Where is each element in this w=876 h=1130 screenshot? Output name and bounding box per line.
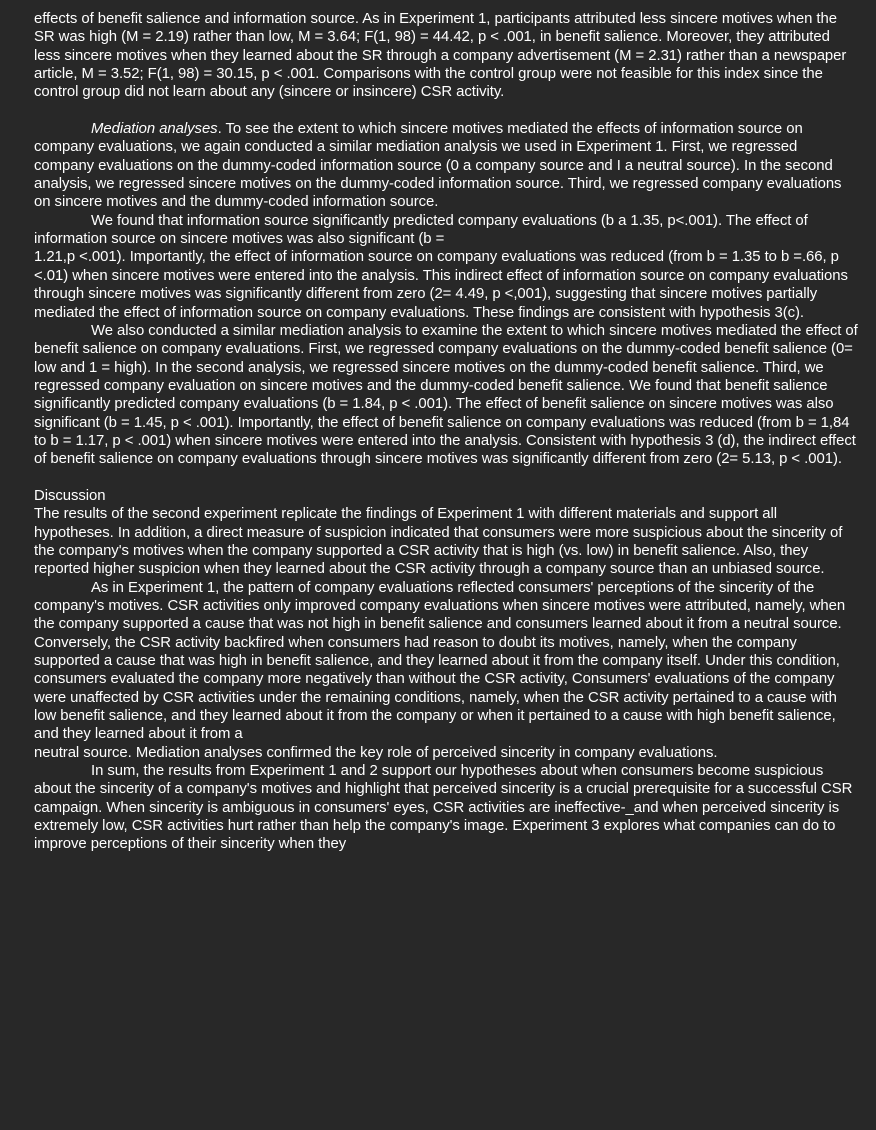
paragraph-information-source-mediation: We found that information source significantly predicted company evaluations (b a 1.35, p<.001). The effect of information source on sincere motives was also significant (b = (34, 212, 808, 248)
paragraph-company-evaluations: As in Experiment 1, the pattern of company evaluations reflected consumers' perceptions of the sincerity of the company's motives. CSR activities only improved company evaluations when sincere motives were attributed, namely, when the company supported a cause that was not high in benefit salience and consumers learned about it from a neutral source. Conversely, the CSR activity backfired when consumers had reason to doubt its motives, namely, when the company supported a cause that was high in benefit salience, and they learned about it from the company itself. Under this condition, consumers evaluated the company more negatively than without the CSR activity, Consumers' evaluations of the company were unaffected by CSR activities under the remaining conditions, namely, when the CSR activity pertained to a cause with low benefit salience, and they learned about it from the company or when it pertained to a cause with high benefit salience, and they learned about it from a (34, 579, 846, 743)
paragraph-sincere-motives-results: effects of benefit salience and information source. As in Experiment 1, participants attributed less sincere motives when the SR was high (M = 2.19) rather than low, M = 3.64; F(1, 98) = 44.42, p < .001, in benefit salience. Moreover, they attributed less sincere motives when they learned about the SR through a company advertisement (M = 2.31) rather than a newspaper article, M = 3.52; F(1, 98) = 30.15, p < .001. Comparisons with the control group were not feasible for this index since the control group did not learn about any (sincere or insincere) CSR activity. (34, 11, 847, 101)
paragraph-discussion-summary: The results of the second experiment replicate the findings of Experiment 1 with different materials and support all hypotheses. In addition, a direct measure of suspicion indicated that consumers were more suspicious about the sincerity of the company's motives when the company supported a CSR activity that is high (vs. low) in benefit salience. Also, they reported higher suspicion when they learned about the CSR activity through a company source than an unbiased source. (34, 506, 843, 578)
paragraph-in-sum: In sum, the results from Experiment 1 and 2 support our hypotheses about when consumers become suspicious about the sincerity of a company's motives and highlight that perceived sincerity is a crucial prerequisite for a successful CSR campaign. When sincerity is ambiguous in consumers' eyes, CSR activities are ineffective-_and when perceived sincerity is extremely low, CSR activities hurt rather than help the company's image. Experiment 3 explores what companies can do to improve perceptions of their sincerity when they (34, 763, 853, 853)
mediation-analyses-lead: Mediation analyses (91, 121, 218, 138)
section-heading-discussion: Discussion (34, 487, 106, 504)
paragraph-mediation-analyses (34, 120, 858, 212)
paragraph-company-evaluations-cont: neutral source. Mediation analyses confirmed the key role of perceived sincerity in company evaluations. (34, 744, 718, 761)
paragraph-benefit-salience-mediation: We also conducted a similar mediation analysis to examine the extent to which sincere motives mediated the effect of benefit salience on company evaluations. First, we regressed company evaluations on the dummy-coded benefit salience (0= low and 1 = high). In the second analysis, we regressed sincere motives on the dummy-coded benefit salience. Third, we regressed company evaluation on sincere motives and the dummy-coded benefit salience. We found that benefit salience significantly predicted company evaluations (b = 1.84, p < .001). The effect of benefit salience on sincere motives was also significant (b = 1.45, p < .001). Importantly, the effect of benefit salience on company evaluations was reduced (from b = 1,84 to b = 1.17, p < .001) when sincere motives were entered into the analysis. Consistent with hypothesis 3 (d), the indirect effect of benefit salience on company evaluations through sincere motives was significantly different from zero (2= 5.13, p < .001). (34, 322, 858, 468)
mediation-analyses-body: . To see the extent to which sincere motives mediated the effects of information source on company evaluations, we again conducted a similar mediation analysis we used in Experiment 1. First, we regressed company evaluations on the dummy-coded information source (0 a company source and I a neutral source). In the second analysis, we regressed sincere motives on the dummy-coded information source. Third, we regressed company evaluations on sincere motives and the dummy-coded information source. (34, 121, 842, 211)
paragraph-information-source-mediation-cont: 1.21,p <.001). Importantly, the effect of information source on company evaluations was reduced (from b = 1.35 to b =.66, p <.01) when sincere motives were entered into the analysis. This indirect effect of information source on company evaluations through sincere motives was significantly different from zero (2= 4.49, p <,001), suggesting that sincere motives partially mediated the effect of information source on company evaluations. These findings are consistent with hypothesis 3(c). (34, 249, 848, 321)
